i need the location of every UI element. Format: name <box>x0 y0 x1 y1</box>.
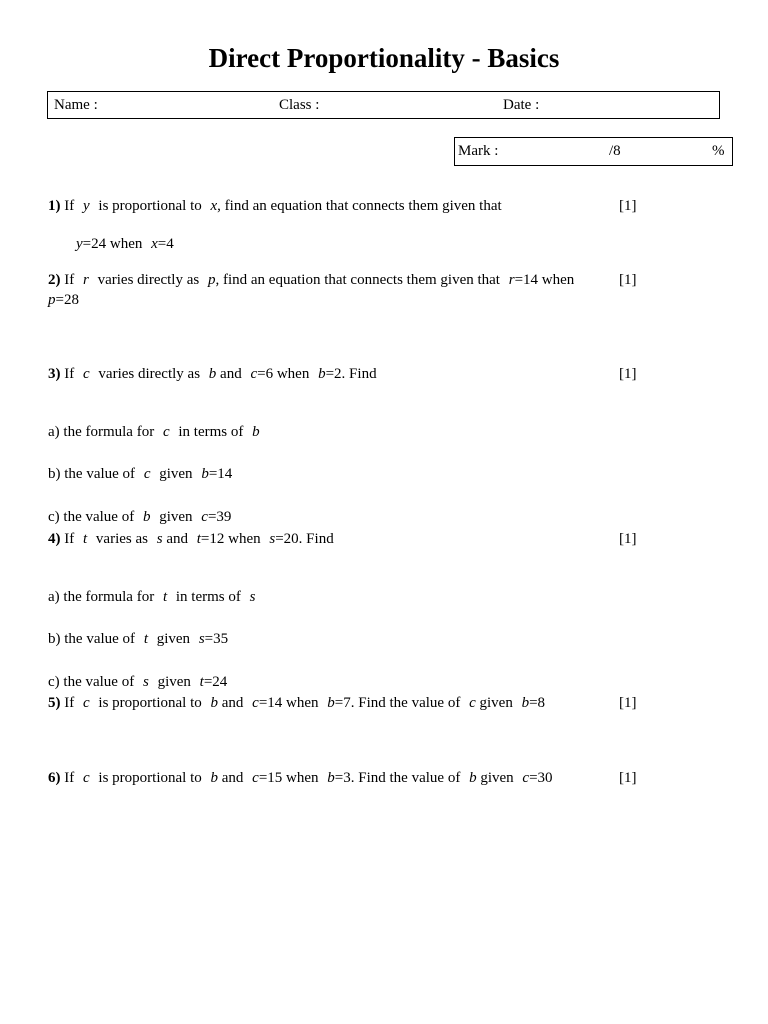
mark-label: Mark : <box>458 143 499 159</box>
question-text: b) the value of <box>48 466 136 482</box>
question-text: =15 when <box>258 770 319 786</box>
question-text: varies directly as <box>98 366 201 382</box>
question-text: If <box>64 531 75 547</box>
question-text: =14 when <box>258 695 319 711</box>
question-text: If <box>64 198 75 214</box>
question-text: If <box>64 272 75 288</box>
question-2 <box>48 272 574 289</box>
question-3c <box>48 509 231 526</box>
question-number: 6) <box>48 770 61 786</box>
variable: c <box>252 695 259 711</box>
variable: c <box>83 770 90 786</box>
question-text: varies directly as <box>97 272 200 288</box>
question-text: given <box>157 674 191 690</box>
name-label: Name : <box>54 97 98 113</box>
question-number: 2) <box>48 272 61 288</box>
variable: r <box>83 272 89 288</box>
variable: b <box>318 366 326 382</box>
question-3 <box>48 366 377 383</box>
question-3b <box>48 466 232 483</box>
variable: p <box>48 292 56 308</box>
mark-total: /8 <box>609 143 621 159</box>
question-3-marks: [1] <box>619 366 637 382</box>
student-info-box <box>47 91 720 119</box>
question-text: given <box>479 695 513 711</box>
question-1 <box>48 198 502 215</box>
variable: s <box>142 674 149 690</box>
variable: b <box>201 466 209 482</box>
question-5 <box>48 695 545 712</box>
variable: c <box>469 695 476 711</box>
question-3a <box>48 424 260 441</box>
question-text: =7. Find the value of <box>334 695 461 711</box>
variable: b <box>142 509 151 525</box>
question-text: , find an equation that connects them given that <box>215 272 500 288</box>
variable: y <box>76 236 83 252</box>
variable: c <box>201 509 208 525</box>
question-text: and <box>221 770 244 786</box>
variable: t <box>143 631 148 647</box>
question-text: =8 <box>529 695 546 711</box>
mark-percent: % <box>712 143 725 159</box>
question-text: If <box>64 770 75 786</box>
variable: t <box>196 531 201 547</box>
question-text: given <box>159 466 193 482</box>
question-2-continued <box>48 292 79 309</box>
mark-box <box>454 137 733 166</box>
variable: y <box>83 198 90 214</box>
variable: b <box>208 366 217 382</box>
variable: c <box>250 366 258 382</box>
variable: r <box>508 272 515 288</box>
question-text: in terms of <box>175 589 241 605</box>
variable: c <box>83 695 90 711</box>
question-4a <box>48 589 255 606</box>
question-text: =2. Find <box>325 366 377 382</box>
variable: t <box>83 531 88 547</box>
question-text: =20. Find <box>275 531 334 547</box>
question-text: is proportional to <box>98 695 202 711</box>
question-text: =14 <box>208 466 233 482</box>
question-4b <box>48 631 228 648</box>
page-title: Direct Proportionality - Basics <box>208 43 560 73</box>
variable: c <box>162 424 170 440</box>
class-label: Class : <box>279 97 320 113</box>
question-text: b) the value of <box>48 631 136 647</box>
question-text: =28 <box>55 292 79 308</box>
variable: s <box>156 531 163 547</box>
variable: b <box>252 424 260 440</box>
question-text: =35 <box>204 631 229 647</box>
question-number: 1) <box>48 198 61 214</box>
date-label: Date : <box>503 97 540 113</box>
question-4-marks: [1] <box>619 531 637 547</box>
question-text: is proportional to <box>98 770 202 786</box>
question-2-marks: [1] <box>619 272 637 288</box>
variable: b <box>327 770 335 786</box>
variable: t <box>162 589 168 605</box>
variable: c <box>252 770 259 786</box>
question-text: a) the formula for <box>48 424 155 440</box>
question-5-marks: [1] <box>619 695 637 711</box>
question-text: and <box>220 366 242 382</box>
question-6-marks: [1] <box>619 770 637 786</box>
question-text: =3. Find the value of <box>334 770 461 786</box>
question-text: =6 when <box>257 366 310 382</box>
variable: b <box>521 695 530 711</box>
question-text: given <box>159 509 193 525</box>
question-text: given <box>480 770 514 786</box>
variable: c <box>522 770 530 786</box>
question-text: and <box>166 531 188 547</box>
question-6 <box>48 770 553 787</box>
question-number: 3) <box>48 366 61 382</box>
question-text: =24 <box>203 674 228 690</box>
question-text: varies as <box>95 531 148 547</box>
question-text: is proportional to <box>98 198 202 214</box>
question-text: c) the value of <box>48 674 135 690</box>
variable: c <box>83 366 90 382</box>
variable: s <box>249 589 256 605</box>
question-number: 4) <box>48 531 61 547</box>
question-text: =14 when <box>514 272 575 288</box>
question-text: =24 when <box>82 236 143 252</box>
variable: b <box>469 770 477 786</box>
question-text: =39 <box>207 509 232 525</box>
question-1-condition <box>76 236 174 253</box>
question-text: in terms of <box>178 424 244 440</box>
variable: b <box>327 695 335 711</box>
question-text: given <box>156 631 191 647</box>
question-text: If <box>64 695 75 711</box>
question-text: =12 when <box>200 531 261 547</box>
question-text: =30 <box>529 770 553 786</box>
variable: p <box>207 272 216 288</box>
question-4c <box>48 674 227 691</box>
question-number: 5) <box>48 695 61 711</box>
variable: b <box>210 695 218 711</box>
variable: t <box>199 674 204 690</box>
variable: b <box>210 770 218 786</box>
variable: s <box>198 631 205 647</box>
question-text: a) the formula for <box>48 589 155 605</box>
variable: x <box>210 198 218 214</box>
variable: s <box>269 531 276 547</box>
question-text: , find an equation that connects them given that <box>217 198 502 214</box>
variable: c <box>143 466 151 482</box>
question-text: and <box>221 695 244 711</box>
question-text: c) the value of <box>48 509 135 525</box>
question-4 <box>48 531 334 548</box>
question-text: =4 <box>157 236 174 252</box>
question-text: If <box>64 366 75 382</box>
variable: x <box>151 236 158 252</box>
question-1-marks: [1] <box>619 198 637 214</box>
